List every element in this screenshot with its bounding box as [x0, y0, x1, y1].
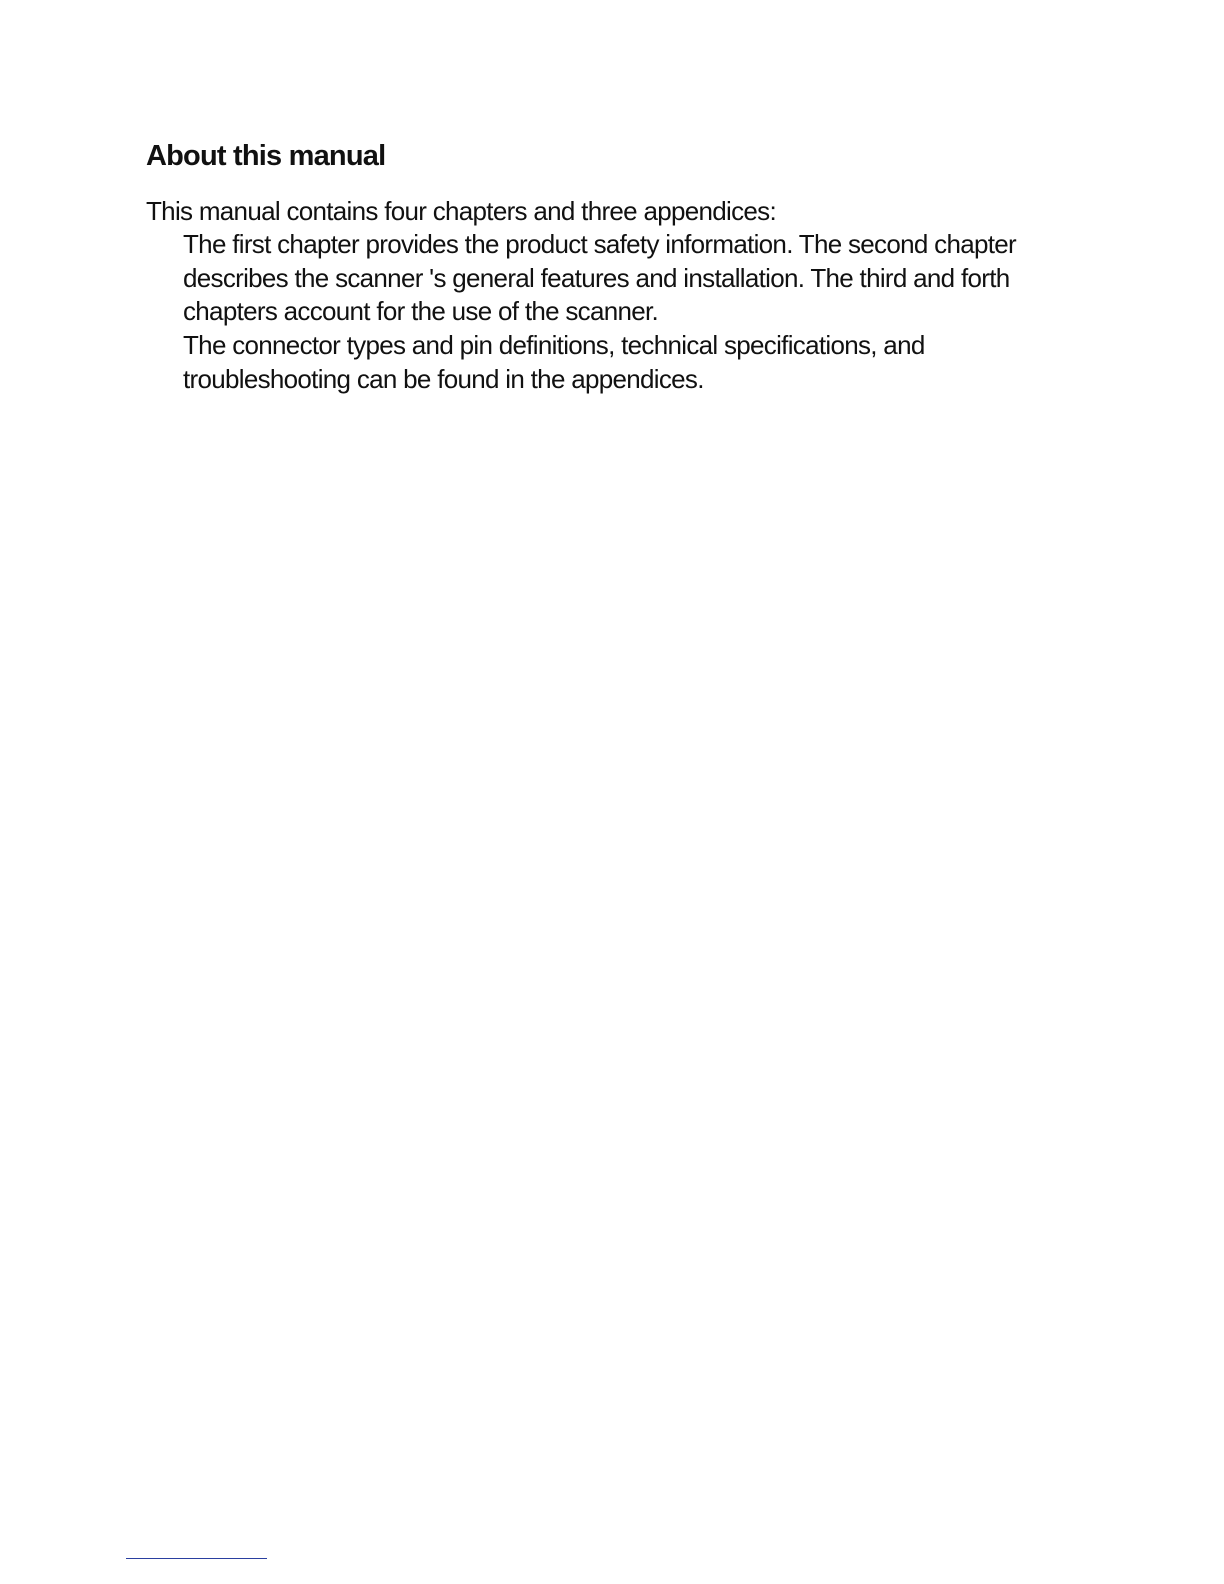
intro-text: This manual contains four chapters and three appendices: — [146, 196, 776, 226]
section-heading: About this manual — [146, 140, 386, 172]
paragraph-appendices — [183, 329, 925, 396]
paragraph-line: The connector types and pin definitions, technical specifications, and — [183, 330, 925, 360]
paragraph-line: describes the scanner 's general features and installation. The third and forth — [183, 262, 1010, 293]
paragraph-line: chapters account for the use of the scanner. — [183, 296, 659, 326]
paragraph-line: The first chapter provides the product safety information. The second chapter — [183, 229, 1016, 259]
footnote-divider — [126, 1558, 267, 1559]
paragraph-line: troubleshooting can be found in the appendices. — [183, 363, 704, 394]
paragraph-chapters — [183, 228, 1016, 329]
